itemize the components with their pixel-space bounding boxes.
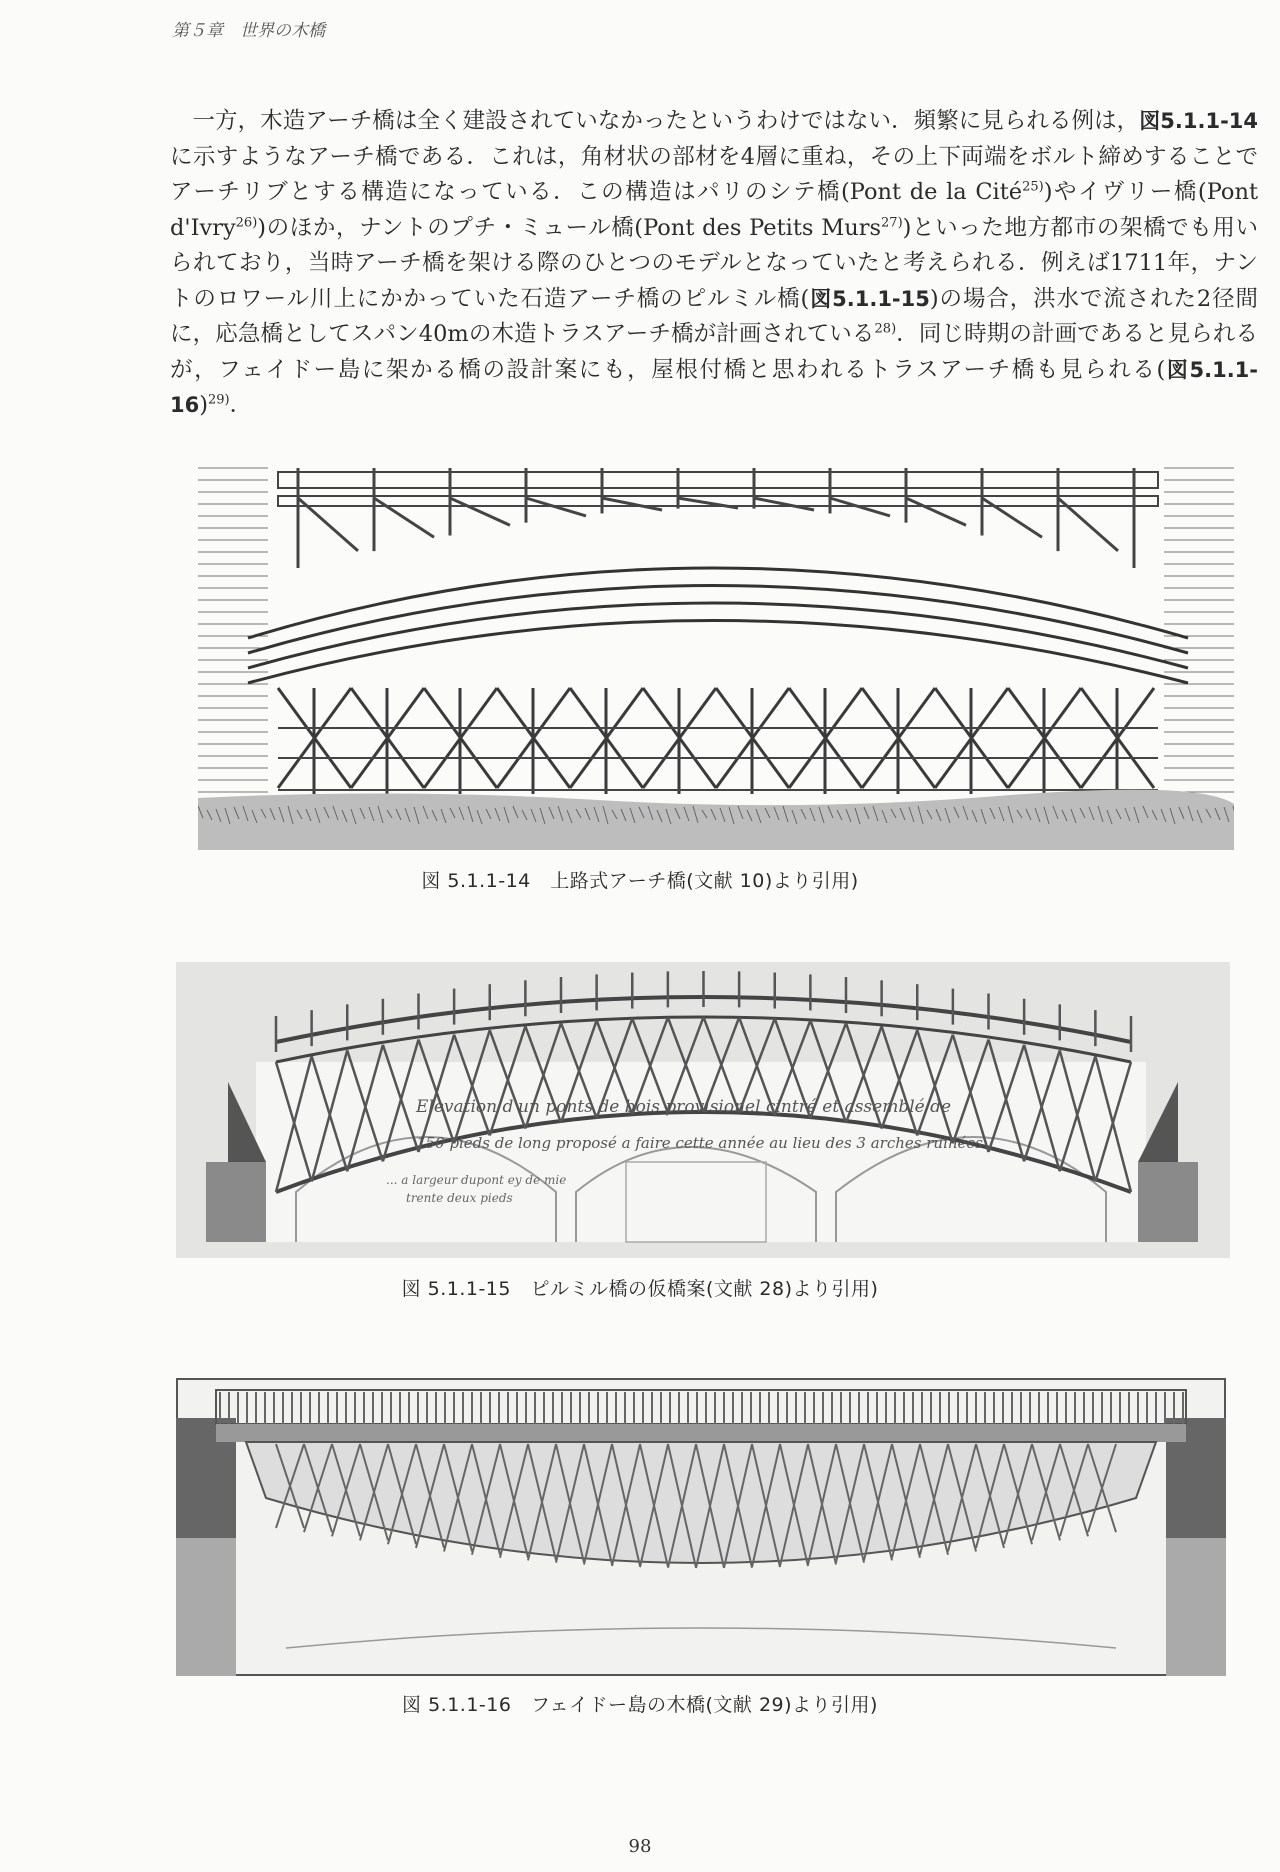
- running-header: 第５章 世界の木橋: [172, 21, 325, 41]
- figure-pirmil-bridge-plan: [176, 962, 1230, 1258]
- figure-feydeau-bridge: [176, 1378, 1226, 1676]
- text-run: ): [199, 392, 209, 418]
- text-run: )といった地方都市の架橋でも用いられており，当時アーチ橋を架ける際のひとつのモデルとなっていたと考えられる．例えば1711年，ナントのロワール川上にかかっていた石造アーチ橋のピルミル橋(: [170, 214, 1258, 312]
- figure-caption-15: 図 5.1.1-15 ピルミル橋の仮橋案(文献 28)より引用): [401, 1278, 879, 1300]
- figure-caption-16: 図 5.1.1-16 フェイドー島の木橋(文献 29)より引用): [402, 1694, 878, 1716]
- text-run: ．同じ時期の計画であると見られるが，フェイドー島に架かる橋の設計案にも，屋根付橋と思われるトラスアーチ橋も見られる(: [170, 321, 1258, 383]
- text-run: )のほか，ナントのプチ・ミュール橋(Pont des Petits Murs: [257, 214, 882, 241]
- text-run: )の場合，洪水で流された2径間に，応急橋としてスパン40mの木造トラスアーチ橋が計画されている: [170, 285, 1259, 347]
- handwritten-note-line-3: ... a largeur dupont ey de mie: [386, 1173, 567, 1187]
- figure-reference: 図5.1.1-15: [809, 286, 930, 311]
- figure-reference: 図5.1.1-16: [170, 357, 1258, 417]
- citation-25: 25): [1022, 179, 1044, 195]
- figure-deck-arch-bridge: [198, 458, 1234, 850]
- citation-28: 28): [874, 321, 897, 337]
- figure-caption-14: 図 5.1.1-14 上路式アーチ橋(文献 10)より引用): [421, 870, 859, 892]
- citation-29: 29): [208, 392, 230, 408]
- figure-reference: 図5.1.1-14: [1139, 109, 1259, 133]
- handwritten-note-line-2: 150 pieds de long proposé a faire cette année au lieu des 3 arches ruinées: [416, 1134, 983, 1152]
- body-paragraph: [170, 104, 1258, 424]
- page-number: 98: [628, 1836, 652, 1857]
- text-run: に示すようなアーチ橋である．これは，角材状の部材を4層に重ね，その上下両端をボルト締めすることでアーチリブとする構造になっている．この構造はパリのシテ橋(Pont de la Cité: [170, 143, 1258, 205]
- text-run: ．: [229, 392, 253, 418]
- handwritten-note-line-1: Elevation d'un ponts de bois provisionel cintré et assemblé de: [416, 1097, 952, 1117]
- citation-26: 26): [235, 215, 258, 230]
- text-run: 一方，木造アーチ橋は全く建設されていなかったというわけではない．頻繁に見られる例は，: [192, 108, 1140, 134]
- text-run: )やイヴリー橋(Pont d'Ivry: [170, 179, 1258, 241]
- citation-27: 27): [881, 215, 903, 230]
- handwritten-note-line-4: trente deux pieds: [406, 1191, 513, 1205]
